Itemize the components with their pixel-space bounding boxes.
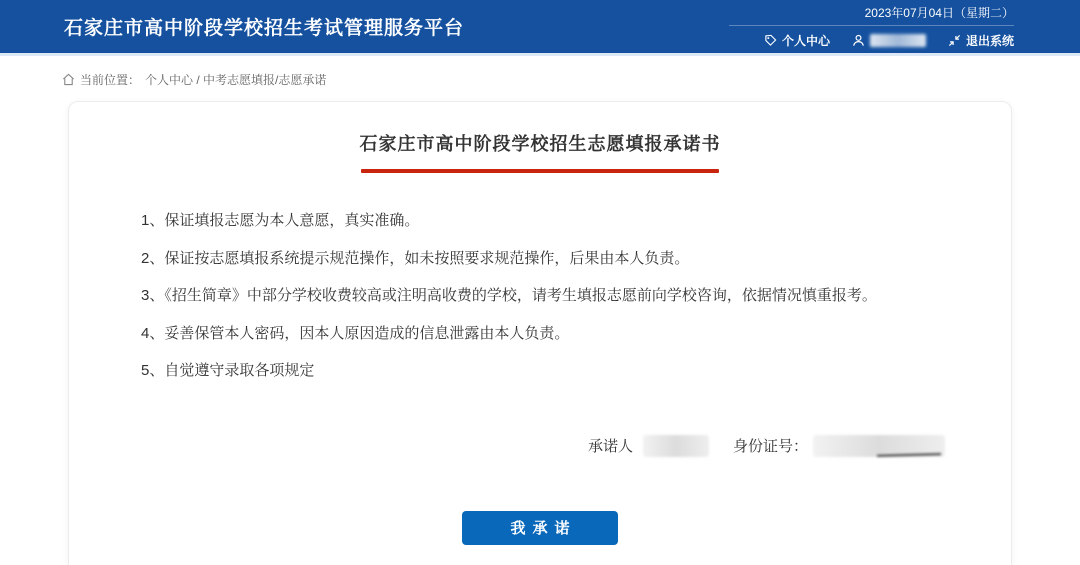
pledge-item-1: 1、保证填报志愿为本人意愿，真实准确。 — [141, 212, 420, 229]
signature-row — [69, 435, 1011, 457]
logout-label: 退出系统 — [965, 34, 1014, 48]
header-nav — [729, 25, 1014, 49]
pledge-card — [68, 101, 1012, 565]
pledge-title: 石家庄市高中阶段学校招生志愿填报承诺书 — [359, 134, 721, 154]
current-date: 2023年07月04日（星期二） — [864, 6, 1014, 20]
app-header — [0, 0, 1080, 56]
breadcrumb — [0, 56, 1080, 88]
header-right — [729, 4, 1014, 49]
confirm-pledge-button[interactable]: 我承诺 — [462, 511, 618, 545]
promiser-name-redacted — [643, 435, 709, 457]
pledge-item-3: 3、《招生简章》中部分学校收费较高或注明高收费的学校，请考生填报志愿前向学校咨询，依据情况慎重报考。 — [141, 287, 877, 304]
breadcrumb-label: 当前位置： — [80, 73, 141, 87]
username-redacted — [870, 34, 926, 47]
home-icon — [62, 73, 75, 86]
logout-link[interactable] — [948, 32, 1014, 49]
pledge-item-2: 2、保证按志愿填报系统提示规范操作，如未按照要求规范操作，后果由本人负责。 — [141, 249, 690, 267]
id-number-redacted — [813, 435, 945, 457]
personal-center-link[interactable] — [764, 32, 830, 49]
personal-center-label: 个人中心 — [781, 34, 830, 48]
button-row — [69, 511, 1011, 545]
id-underline — [877, 453, 941, 457]
title-underline — [361, 169, 719, 173]
promiser-label: 承诺人 — [587, 438, 633, 455]
pledge-list — [141, 213, 951, 380]
pledge-item-4: 4、妥善保管本人密码，因本人原因造成的信息泄露由本人负责。 — [141, 324, 570, 342]
tag-icon — [764, 34, 777, 47]
pledge-item-5: 5、自觉遵守录取各项规定 — [141, 362, 315, 379]
user-account[interactable] — [852, 34, 926, 47]
page-title: 石家庄市高中阶段学校招生考试管理服务平台 — [64, 18, 465, 39]
user-icon — [852, 34, 865, 47]
breadcrumb-path: 个人中心 / 中考志愿填报/志愿承诺 — [145, 73, 327, 87]
logout-icon — [948, 34, 961, 47]
id-number-label: 身份证号： — [732, 438, 808, 455]
